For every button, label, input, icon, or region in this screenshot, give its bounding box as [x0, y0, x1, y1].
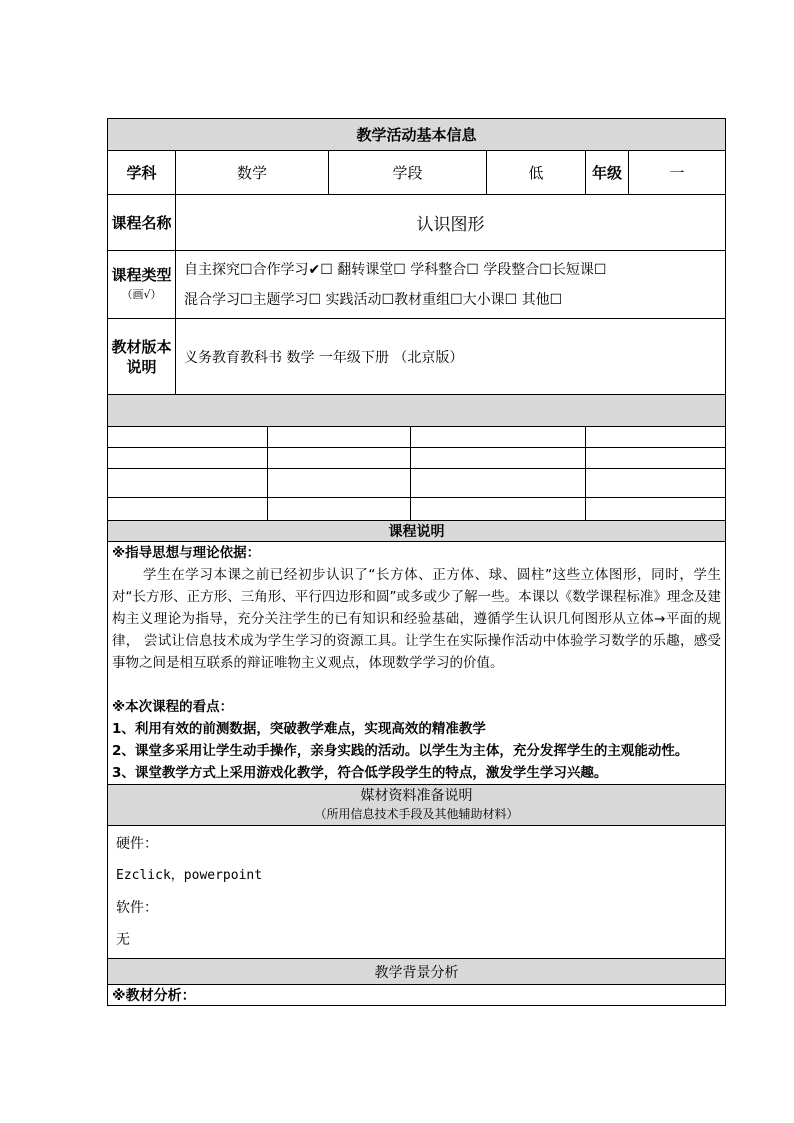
course-name-value: 认识图形 [176, 195, 726, 251]
highlights-heading: ※本次课程的看点： [112, 699, 234, 715]
course-type-line-2: 混合学习☐主题学习☐ 实践活动☐教材重组☐大小课☐ 其他☐ [184, 291, 563, 308]
subject-value: 数学 [176, 151, 329, 195]
subject-label: 学科 [108, 151, 176, 195]
blank-grid-row [108, 427, 726, 448]
media-body [108, 826, 726, 959]
guiding-text: 学生在学习本课之前已经初步认识了“长方体、正方体、球、圆柱”这些立体图形，同时，学生对“长方形、正方形、三角形、平行四边形和圆”或多或少了解一些。本课以《数学课程标准》理念及建构主义理论为指导，充分关注学生的已有知识和经验基础，遵循学生认识几何图形从立体→平面的规律， 尝试让信息技术成为学生学习的资源工具。让学生在实际操作活动中体验学习数学的乐趣，感受事物之间是相互联系的辩证唯物主义观点，体现数学学习的价值。 [112, 567, 722, 671]
media-header-cell [108, 785, 726, 826]
grade-value: 一 [629, 151, 726, 195]
blank-grid-row [108, 498, 726, 521]
course-type-label-cell [108, 251, 176, 319]
background-header: 教学背景分析 [108, 959, 726, 985]
course-desc-header: 课程说明 [108, 521, 726, 542]
material-analysis-heading: ※教材分析： [108, 985, 726, 1006]
media-subheader: （所用信息技术手段及其他辅助材料） [314, 807, 519, 821]
grade-label: 年级 [586, 151, 629, 195]
stage-value: 低 [487, 151, 586, 195]
course-type-note: （画√） [121, 287, 162, 301]
highlight-item: 2、课堂多采用让学生动手操作，亲身实践的活动。以学生为主体，充分发挥学生的主观能动性。 [112, 743, 689, 759]
textbook-label: 教材版本说明 [108, 319, 176, 395]
course-type-label: 课程类型 [111, 265, 172, 284]
section-title-basic-info: 教学活动基本信息 [108, 119, 726, 151]
gray-divider-row [108, 395, 726, 427]
highlight-item: 1、利用有效的前测数据，突破教学难点，实现高效的精准教学 [112, 721, 486, 737]
blank-grid-row [108, 469, 726, 498]
textbook-value: 义务教育教科书 数学 一年级下册 （北京版） [176, 319, 726, 395]
media-header: 媒材资料准备说明 [360, 788, 473, 804]
highlight-item: 3、课堂教学方式上采用游戏化教学，符合低学段学生的特点，激发学生学习兴趣。 [112, 765, 608, 781]
hardware-label: 硬件： [116, 836, 158, 852]
course-type-options [176, 251, 726, 319]
blank-grid-row [108, 448, 726, 469]
software-label: 软件： [116, 900, 158, 916]
course-name-label: 课程名称 [108, 195, 176, 251]
stage-label: 学段 [329, 151, 487, 195]
software-value: 无 [116, 932, 130, 948]
course-desc-body [108, 542, 726, 785]
lesson-info-table [107, 118, 726, 1006]
lesson-plan-document [107, 118, 725, 1006]
hardware-value: Ezclick，powerpoint [116, 868, 263, 883]
course-type-line-1: 自主探究☐合作学习✔☐ 翻转课堂☐ 学科整合☐ 学段整合☐长短课☐ [184, 261, 607, 278]
guiding-heading: ※指导思想与理论依据： [112, 545, 261, 561]
